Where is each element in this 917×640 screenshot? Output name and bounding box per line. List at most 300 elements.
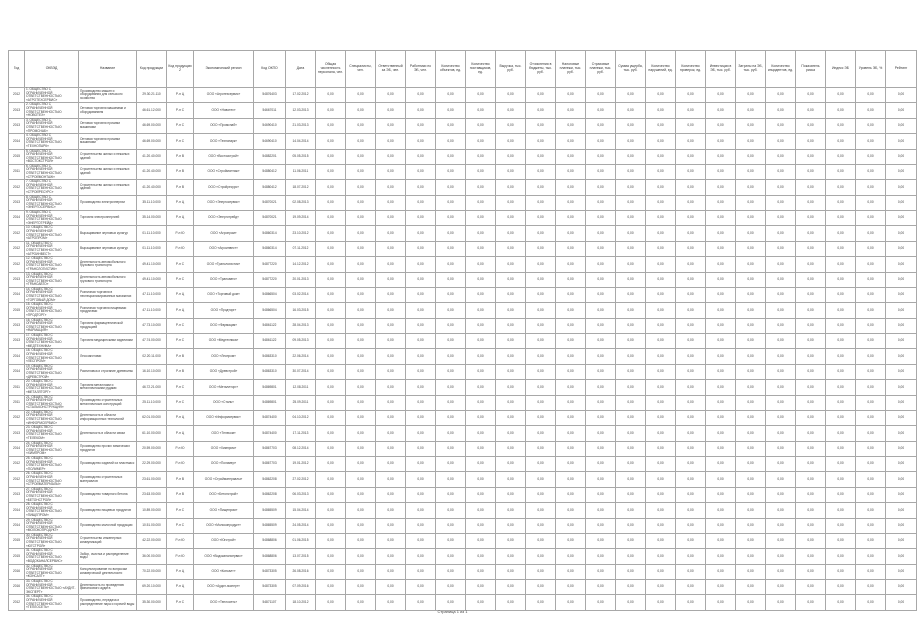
table-cell[interactable]: 54876403 [254,88,286,103]
table-cell[interactable]: 47.11.10.000 [137,303,167,318]
table-cell[interactable]: Распиловка и строгание древесины [79,364,137,379]
table-cell[interactable]: 12.08.2011 [286,380,316,395]
table-cell[interactable]: ООО «Югстрой» [194,533,254,548]
table-cell[interactable]: 0,00 [406,564,436,579]
table-cell[interactable]: 2014 [9,503,25,518]
table-cell[interactable]: 0,00 [766,272,796,287]
table-cell[interactable]: Р-н Ц [167,564,194,579]
table-cell[interactable]: 0,00 [826,364,856,379]
table-cell[interactable]: 02.08.2013 [286,195,316,210]
table-cell[interactable]: ООО «Водоканалсервис» [194,549,254,564]
table-cell[interactable]: 0,00 [586,349,616,364]
table-cell[interactable]: 0,00 [736,441,766,456]
table-cell[interactable]: 0,00 [676,364,706,379]
table-cell[interactable]: 0,00 [646,318,676,333]
table-cell[interactable]: 0,00 [346,195,376,210]
table-cell[interactable]: 0,00 [886,349,917,364]
table-cell[interactable]: 2013 [9,103,25,118]
table-cell[interactable]: Производство строительных металлических конструкций [79,395,137,410]
table-cell[interactable]: 0,00 [736,241,766,256]
table-cell[interactable]: 0,00 [466,134,496,149]
table-cell[interactable]: 0,00 [556,88,586,103]
table-cell[interactable]: 54861122 [254,318,286,333]
table-cell[interactable]: 2013 [9,426,25,441]
table-cell[interactable]: 0,00 [766,134,796,149]
table-cell[interactable]: 54862208 [254,472,286,487]
table-cell[interactable]: 0,00 [826,549,856,564]
table-cell[interactable]: 0,00 [586,503,616,518]
table-cell[interactable]: Производство товарного бетона [79,487,137,502]
table-cell[interactable]: 0,00 [346,118,376,133]
table-cell[interactable]: 0,00 [766,287,796,302]
table-cell[interactable]: 0,00 [316,349,346,364]
table-cell[interactable]: 0,00 [316,226,346,241]
table-cell[interactable]: 20.01.2013 [286,272,316,287]
table-cell[interactable]: 41.20.40.000 [137,149,167,164]
table-cell[interactable]: 0,00 [436,257,466,272]
table-cell[interactable]: 0,00 [526,426,556,441]
table-cell[interactable]: 35.30.00.000 [137,595,167,610]
table-cell[interactable]: 0,00 [436,211,466,226]
table-cell[interactable]: 21. ОБЩЕСТВО С ОГРАНИЧЕННОЙ ОТВЕТСТВЕННОСТЬЮ «СТАЛЬКОНСТРУКЦИЯ» [25,395,79,410]
table-cell[interactable]: 0,00 [676,272,706,287]
table-cell[interactable]: 0,00 [526,549,556,564]
table-cell[interactable]: 0,00 [586,410,616,425]
table-cell[interactable]: Производство изделий из пластмасс [79,457,137,472]
table-cell[interactable]: 0,00 [886,195,917,210]
table-cell[interactable]: 2016 [9,564,25,579]
table-cell[interactable]: Строительство жилых и нежилых зданий [79,164,137,179]
table-cell[interactable]: 0,00 [646,395,676,410]
table-cell[interactable]: 0,00 [586,472,616,487]
table-cell[interactable]: 0,00 [616,410,646,425]
table-cell[interactable]: 0,00 [466,410,496,425]
table-cell[interactable]: 0,00 [316,195,346,210]
table-cell[interactable]: 0,00 [496,241,526,256]
table-cell[interactable]: ООО «Трансавто» [194,272,254,287]
table-cell[interactable]: 0,00 [496,226,526,241]
table-cell[interactable]: ООО «Консалт» [194,564,254,579]
table-cell[interactable]: 0,00 [856,88,886,103]
table-cell[interactable]: 54869801 [254,395,286,410]
table-cell[interactable]: 0,00 [526,149,556,164]
table-cell[interactable]: 0,00 [556,472,586,487]
table-cell[interactable]: 0,00 [556,380,586,395]
table-cell[interactable]: 0,00 [556,180,586,195]
table-cell[interactable]: 10. ОБЩЕСТВО С ОГРАНИЧЕННОЙ ОТВЕТСТВЕННОСТЬЮ «АГРОПРОМ» [25,226,79,241]
table-cell[interactable]: 28. ОБЩЕСТВО С ОГРАНИЧЕННОЙ ОТВЕТСТВЕННОСТЬЮ «ПИЩЕПРОМ» [25,503,79,518]
table-cell[interactable]: 0,00 [556,241,586,256]
table-cell[interactable]: 0,00 [436,533,466,548]
table-cell[interactable]: 0,00 [676,88,706,103]
table-cell[interactable]: 0,00 [796,410,826,425]
table-cell[interactable]: 0,00 [766,518,796,533]
table-cell[interactable]: 0,00 [796,118,826,133]
table-cell[interactable]: 0,00 [316,88,346,103]
table-cell[interactable]: 31. ОБЩЕСТВО С ОГРАНИЧЕННОЙ ОТВЕТСТВЕННОСТЬЮ «ВОДОКАНАЛСЕРВИС» [25,549,79,564]
table-cell[interactable]: 0,00 [496,580,526,595]
table-cell[interactable]: 0,00 [526,195,556,210]
table-cell[interactable]: 06.03.2013 [286,487,316,502]
table-cell[interactable]: 25. ОБЩЕСТВО С ОГРАНИЧЕННОЙ ОТВЕТСТВЕННОСТЬЮ «ПОЛИМЕР» [25,457,79,472]
table-cell[interactable]: 0,00 [796,134,826,149]
table-cell[interactable]: 0,00 [826,241,856,256]
table-cell[interactable]: 0,00 [616,503,646,518]
table-cell[interactable]: 0,00 [376,410,406,425]
table-cell[interactable]: 0,00 [436,503,466,518]
table-cell[interactable]: Р-н В [167,364,194,379]
table-cell[interactable]: 0,00 [316,472,346,487]
table-cell[interactable]: 54868806 [254,533,286,548]
table-cell[interactable]: 0,00 [706,349,736,364]
table-cell[interactable]: 0,00 [526,457,556,472]
table-cell[interactable]: 54866504 [254,303,286,318]
table-cell[interactable]: 0,00 [496,195,526,210]
table-cell[interactable]: 0,00 [436,287,466,302]
table-cell[interactable]: 0,00 [886,441,917,456]
table-cell[interactable]: 0,00 [496,426,526,441]
table-cell[interactable]: 0,00 [676,472,706,487]
table-cell[interactable]: 0,00 [616,134,646,149]
table-cell[interactable]: 0,00 [496,118,526,133]
table-cell[interactable]: 0,00 [346,410,376,425]
table-cell[interactable]: 0,00 [556,364,586,379]
table-cell[interactable]: 49.41.10.000 [137,257,167,272]
table-cell[interactable]: 0,00 [796,334,826,349]
table-cell[interactable]: 0,00 [436,395,466,410]
table-cell[interactable]: 0,00 [886,257,917,272]
table-cell[interactable]: 0,00 [616,272,646,287]
table-cell[interactable]: Р-н Ц [167,303,194,318]
table-cell[interactable]: Деятельность по проведению финансового аудита [79,580,137,595]
table-cell[interactable]: 0,00 [736,88,766,103]
table-cell[interactable]: 0,00 [376,272,406,287]
table-cell[interactable]: 54870021 [254,195,286,210]
table-cell[interactable]: Розничная торговля в неспециализированных магазинах [79,287,137,302]
table-cell[interactable]: 0,00 [496,149,526,164]
table-cell[interactable]: 0,00 [646,149,676,164]
table-cell[interactable]: 0,00 [736,118,766,133]
table-cell[interactable]: ООО «Строймонтаж» [194,164,254,179]
table-cell[interactable]: 0,00 [886,134,917,149]
table-cell[interactable]: ООО «Энергосервис» [194,195,254,210]
table-cell[interactable]: 0,00 [796,88,826,103]
table-cell[interactable]: 0,00 [406,134,436,149]
table-cell[interactable]: 0,00 [736,564,766,579]
table-cell[interactable]: 0,00 [346,564,376,579]
table-cell[interactable]: Производство машин и оборудования для сельского хозяйства [79,88,137,103]
table-cell[interactable]: Р-н Ю [167,549,194,564]
table-cell[interactable]: 41.20.40.000 [137,164,167,179]
table-cell[interactable]: Производство прочих химических продуктов [79,441,137,456]
table-cell[interactable]: 0,00 [436,472,466,487]
table-cell[interactable]: 0,00 [766,103,796,118]
table-cell[interactable]: 0,00 [886,364,917,379]
table-cell[interactable]: 0,00 [616,457,646,472]
table-cell[interactable]: 0,00 [826,180,856,195]
table-cell[interactable]: 35.11.10.000 [137,195,167,210]
table-cell[interactable]: 54874400 [254,426,286,441]
table-cell[interactable]: 0,00 [406,549,436,564]
table-cell[interactable]: 16.03.2015 [286,303,316,318]
table-cell[interactable]: 2015 [9,533,25,548]
table-cell[interactable]: 0,00 [376,487,406,502]
table-cell[interactable]: 0,00 [796,149,826,164]
table-cell[interactable]: 0,00 [376,364,406,379]
table-cell[interactable]: 0,00 [526,395,556,410]
table-cell[interactable]: 12.03.2013 [286,103,316,118]
table-cell[interactable]: 0,00 [466,364,496,379]
table-cell[interactable]: 0,00 [886,503,917,518]
table-cell[interactable]: Р-н Ц [167,211,194,226]
table-cell[interactable]: 0,00 [316,395,346,410]
table-cell[interactable]: 0,00 [676,211,706,226]
table-cell[interactable]: 0,00 [496,441,526,456]
table-cell[interactable]: 0,00 [856,318,886,333]
table-cell[interactable]: 0,00 [676,349,706,364]
table-cell[interactable]: 0,00 [766,318,796,333]
table-cell[interactable]: 0,00 [676,426,706,441]
table-cell[interactable]: 0,00 [346,364,376,379]
table-cell[interactable]: 0,00 [796,211,826,226]
table-cell[interactable]: 0,00 [496,518,526,533]
table-cell[interactable]: 0,00 [676,257,706,272]
table-cell[interactable]: 0,00 [646,211,676,226]
table-cell[interactable]: 0,00 [436,241,466,256]
table-cell[interactable]: 0,00 [586,303,616,318]
table-cell[interactable]: 0,00 [316,149,346,164]
table-cell[interactable]: Р-н С [167,595,194,610]
table-cell[interactable]: 0,00 [466,226,496,241]
table-cell[interactable]: 0,00 [736,134,766,149]
table-cell[interactable]: 0,00 [796,103,826,118]
table-cell[interactable]: Р-н С [167,318,194,333]
table-cell[interactable]: 0,00 [376,380,406,395]
table-cell[interactable]: Забор, очистка и распределение воды [79,549,137,564]
table-cell[interactable]: 0,00 [316,410,346,425]
table-cell[interactable]: 0,00 [616,164,646,179]
table-cell[interactable]: Торговля фармацевтической продукцией [79,318,137,333]
table-cell[interactable]: 0,00 [496,349,526,364]
table-cell[interactable]: 0,00 [856,533,886,548]
table-cell[interactable]: 0,00 [886,118,917,133]
table-cell[interactable]: 0,00 [346,595,376,610]
table-cell[interactable]: 0,00 [886,88,917,103]
table-cell[interactable]: 0,00 [436,410,466,425]
table-cell[interactable]: 0,00 [436,226,466,241]
table-cell[interactable]: 10.51.00.000 [137,518,167,533]
table-cell[interactable]: 0,00 [706,226,736,241]
table-cell[interactable]: 0,00 [526,503,556,518]
table-cell[interactable]: 54866504 [254,287,286,302]
table-cell[interactable]: 0,00 [856,349,886,364]
table-cell[interactable]: 04.10.2012 [286,410,316,425]
table-cell[interactable]: 0,00 [886,103,917,118]
table-cell[interactable]: 01.11.10.000 [137,226,167,241]
table-cell[interactable]: 0,00 [826,472,856,487]
table-cell[interactable]: 0,00 [856,118,886,133]
table-cell[interactable]: Строительство инженерных коммуникаций [79,533,137,548]
table-cell[interactable]: 0,00 [886,380,917,395]
table-cell[interactable]: 0,00 [496,303,526,318]
table-cell[interactable]: 0,00 [706,549,736,564]
table-cell[interactable]: 0,00 [526,472,556,487]
table-cell[interactable]: Р-н Ю [167,457,194,472]
table-cell[interactable]: 0,00 [466,164,496,179]
table-cell[interactable]: 2015 [9,303,25,318]
table-cell[interactable]: 36.00.00.000 [137,549,167,564]
table-cell[interactable]: 0,00 [376,103,406,118]
table-cell[interactable]: 0,00 [676,395,706,410]
table-cell[interactable]: 0,00 [406,118,436,133]
table-cell[interactable]: 0,00 [706,334,736,349]
table-cell[interactable]: 0,00 [646,487,676,502]
table-cell[interactable]: 0,00 [376,549,406,564]
table-cell[interactable]: 54877220 [254,257,286,272]
table-cell[interactable]: 0,00 [436,580,466,595]
table-cell[interactable]: 0,00 [586,88,616,103]
table-cell[interactable]: 0,00 [796,226,826,241]
table-cell[interactable]: 0,00 [706,472,736,487]
table-cell[interactable]: 0,00 [646,580,676,595]
table-cell[interactable]: 0,00 [796,503,826,518]
table-cell[interactable]: 20. ОБЩЕСТВО С ОГРАНИЧЕННОЙ ОТВЕТСТВЕННОСТЬЮ «МЕТАЛЛТОРГ» [25,380,79,395]
table-cell[interactable]: Деятельность в области информационных технологий [79,410,137,425]
table-cell[interactable]: 16.10.10.000 [137,364,167,379]
table-cell[interactable]: 0,00 [526,380,556,395]
table-cell[interactable]: 41.20.40.000 [137,180,167,195]
table-cell[interactable]: 0,00 [466,287,496,302]
table-cell[interactable]: Р-н В [167,472,194,487]
table-cell[interactable]: 0,00 [346,580,376,595]
table-cell[interactable]: 0,00 [856,195,886,210]
table-cell[interactable]: 46.72.21.000 [137,380,167,395]
table-cell[interactable]: ООО «Промснаб» [194,118,254,133]
table-cell[interactable]: 0,00 [646,180,676,195]
table-cell[interactable]: 2013 [9,318,25,333]
table-cell[interactable]: 0,00 [376,503,406,518]
table-cell[interactable]: Производство строительных материалов [79,472,137,487]
table-cell[interactable]: ООО «Транслогистик» [194,257,254,272]
table-cell[interactable]: 0,00 [676,564,706,579]
table-cell[interactable]: 0,00 [616,149,646,164]
table-cell[interactable]: 0,00 [496,472,526,487]
table-cell[interactable]: 0,00 [466,349,496,364]
table-cell[interactable]: 0,00 [346,472,376,487]
table-cell[interactable]: 0,00 [826,580,856,595]
table-cell[interactable]: 0,00 [736,211,766,226]
table-cell[interactable]: ООО «Сталь» [194,395,254,410]
table-cell[interactable]: 0,00 [586,195,616,210]
table-cell[interactable]: 0,00 [706,503,736,518]
table-cell[interactable]: 0,00 [796,164,826,179]
table-cell[interactable]: 0,00 [616,533,646,548]
table-cell[interactable]: 0,00 [766,580,796,595]
table-cell[interactable]: 54870021 [254,211,286,226]
table-cell[interactable]: Деятельность в области связи [79,426,137,441]
table-cell[interactable]: 0,00 [526,88,556,103]
table-cell[interactable]: 0,00 [586,580,616,595]
table-cell[interactable]: 0,00 [856,241,886,256]
table-cell[interactable]: 0,00 [436,380,466,395]
table-cell[interactable]: 0,00 [766,426,796,441]
table-cell[interactable]: 0,00 [796,595,826,610]
table-cell[interactable]: 54867703 [254,441,286,456]
table-cell[interactable]: 22.29.00.000 [137,457,167,472]
table-cell[interactable]: 0,00 [646,241,676,256]
table-cell[interactable]: 0,00 [826,410,856,425]
table-cell[interactable]: 0,00 [646,472,676,487]
table-cell[interactable]: 0,00 [676,303,706,318]
table-cell[interactable]: 12. ОБЩЕСТВО С ОГРАНИЧЕННОЙ ОТВЕТСТВЕННОСТЬЮ «ТРАНСЛОГИСТИК» [25,257,79,272]
table-cell[interactable]: 0,00 [796,426,826,441]
table-cell[interactable]: 0,00 [406,487,436,502]
table-cell[interactable]: 0,00 [646,564,676,579]
table-cell[interactable]: 0,00 [736,472,766,487]
table-cell[interactable]: 09.05.2013 [286,334,316,349]
table-cell[interactable]: 2012 [9,226,25,241]
table-cell[interactable]: 0,00 [496,103,526,118]
table-cell[interactable]: Р-н В [167,349,194,364]
table-cell[interactable]: 0,00 [646,533,676,548]
table-cell[interactable]: Строительство жилых и нежилых зданий [79,180,137,195]
table-cell[interactable]: 0,00 [616,334,646,349]
table-cell[interactable]: 0,00 [406,195,436,210]
table-cell[interactable]: 0,00 [406,318,436,333]
table-cell[interactable]: 0,00 [736,426,766,441]
table-cell[interactable]: 0,00 [466,564,496,579]
table-cell[interactable]: 70.22.00.000 [137,564,167,579]
table-cell[interactable]: 0,00 [616,226,646,241]
table-cell[interactable]: 0,00 [556,533,586,548]
table-cell[interactable]: 0,00 [316,272,346,287]
table-cell[interactable]: 0,00 [406,441,436,456]
table-cell[interactable]: Р-н Ю [167,533,194,548]
table-cell[interactable]: 0,00 [316,549,346,564]
table-cell[interactable]: 0,00 [886,564,917,579]
table-cell[interactable]: 0,00 [406,164,436,179]
table-cell[interactable]: 54667011 [254,103,286,118]
table-cell[interactable]: 2013 [9,334,25,349]
table-cell[interactable]: 0,00 [406,103,436,118]
table-cell[interactable]: 0,00 [616,364,646,379]
table-cell[interactable]: 0,00 [586,318,616,333]
table-cell[interactable]: 0,00 [826,303,856,318]
table-cell[interactable]: 0,00 [676,503,706,518]
table-cell[interactable]: 0,00 [676,487,706,502]
table-cell[interactable]: 0,00 [586,441,616,456]
table-cell[interactable]: Р-н С [167,503,194,518]
table-cell[interactable]: 0,00 [736,257,766,272]
table-cell[interactable]: 0,00 [496,395,526,410]
table-cell[interactable]: 0,00 [616,195,646,210]
table-cell[interactable]: 0,00 [586,134,616,149]
table-cell[interactable]: 21.03.2013 [286,118,316,133]
table-cell[interactable]: 0,00 [496,257,526,272]
table-cell[interactable]: 03.02.2014 [286,287,316,302]
table-cell[interactable]: 0,00 [556,287,586,302]
table-cell[interactable]: 0,00 [496,134,526,149]
table-cell[interactable]: 0,00 [736,287,766,302]
table-cell[interactable]: 0,00 [316,211,346,226]
table-cell[interactable]: ООО «Торговый дом» [194,287,254,302]
table-cell[interactable]: 0,00 [376,211,406,226]
table-cell[interactable]: 62.01.00.000 [137,410,167,425]
table-cell[interactable]: 33. ОБЩЕСТВО С ОГРАНИЧЕННОЙ ОТВЕТСТВЕННОСТЬЮ «АУДИТ-ЭКСПЕРТ» [25,580,79,595]
table-cell[interactable]: 0,00 [406,472,436,487]
table-cell[interactable]: 0,00 [376,595,406,610]
table-cell[interactable]: 0,00 [556,410,586,425]
